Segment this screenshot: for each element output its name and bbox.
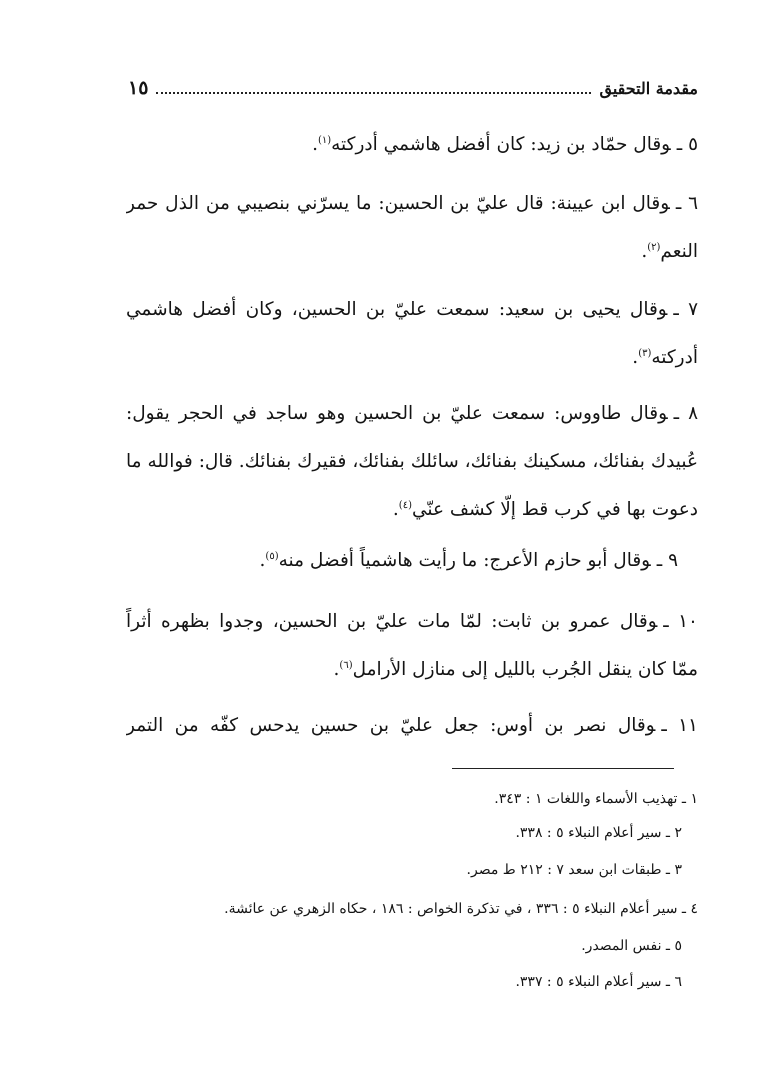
paragraph-end: . xyxy=(312,134,318,155)
paragraph-text: وقال طاووس: سمعت عليّ بن الحسين وهو ساجد في الحجر يقول: xyxy=(126,403,668,424)
footnote-6: ٦ ـ سير أعلام النبلاء ٥ : ٣٣٧. xyxy=(515,974,682,990)
paragraph-end: . xyxy=(641,241,648,262)
page-number: ١٥ xyxy=(128,77,149,99)
paragraph-9 xyxy=(126,537,678,585)
paragraph-line xyxy=(126,438,698,486)
paragraph-text: وقال عمرو بن ثابت: لمّا مات عليّ بن الحسين، وجدوا بظهره أثراً xyxy=(126,611,658,632)
footnote-ref: (٢) xyxy=(647,241,661,253)
paragraph-text: وقال ابن عيينة: قال عليّ بن الحسين: ما يسرّني بنصيبي من الذل حمر xyxy=(126,193,670,214)
footnote-ref: (١) xyxy=(317,134,332,146)
paragraph-7 xyxy=(126,286,698,382)
paragraph-line xyxy=(126,228,698,276)
paragraph-text: وقال حمّاد بن زيد: كان أفضل هاشمي أدركته xyxy=(331,134,671,155)
item-number: ٨ ـ xyxy=(673,403,698,424)
paragraph-end: . xyxy=(259,550,266,571)
paragraph-8 xyxy=(126,390,698,534)
paragraph-text: أدركته xyxy=(651,347,698,368)
paragraph-6 xyxy=(126,180,698,276)
item-number: ٦ ـ xyxy=(675,193,698,214)
paragraph-line xyxy=(126,334,698,382)
footnote-separator xyxy=(452,768,674,769)
item-number: ٧ ـ xyxy=(673,299,698,320)
paragraph-line xyxy=(126,646,698,694)
paragraph-text: عُبيدك بفنائك، مسكينك بفنائك، سائلك بفنائك، فقيرك بفنائك. قال: فوالله ما xyxy=(126,451,698,472)
paragraph-line xyxy=(126,121,698,169)
footnote-4: ٤ ـ سير أعلام النبلاء ٥ : ٣٣٦ ، في تذكرة الخواص : ١٨٦ ، حكاه الزهري عن عائشة. xyxy=(224,901,698,917)
paragraph-line xyxy=(126,180,698,228)
running-header xyxy=(128,72,698,104)
paragraph-line xyxy=(126,702,698,750)
paragraph-5 xyxy=(126,121,698,169)
paragraph-line xyxy=(126,598,698,646)
paragraph-end: . xyxy=(392,499,399,520)
paragraph-text: ممّا كان ينقل الجُرب بالليل إلى منازل الأرامل xyxy=(352,659,698,680)
paragraph-line xyxy=(126,486,698,534)
footnote-2: ٢ ـ سير أعلام النبلاء ٥ : ٣٣٨. xyxy=(515,825,682,841)
footnote-ref: (٣) xyxy=(638,347,652,359)
paragraph-text: النعم xyxy=(660,241,698,262)
header-dot-leader xyxy=(156,82,591,94)
item-number: ١١ ـ xyxy=(661,715,698,736)
paragraph-text: وقال أبو حازم الأعرج: ما رأيت هاشمياً أفضل منه xyxy=(278,550,651,571)
header-title: مقدمة التحقيق xyxy=(599,78,698,98)
paragraph-10 xyxy=(126,598,698,694)
item-number: ٥ ـ xyxy=(676,134,698,155)
footnote-3: ٣ ـ طبقات ابن سعد ٧ : ٢١٢ ط مصر. xyxy=(466,862,682,878)
footnote-5: ٥ ـ نفس المصدر. xyxy=(581,938,682,954)
paragraph-text: دعوت بها في كرب قط إلّا كشف عنّي xyxy=(411,499,698,520)
paragraph-text: وقال يحيى بن سعيد: سمعت عليّ بن الحسين، وكان أفضل هاشمي xyxy=(126,299,668,320)
footnote-ref: (٥) xyxy=(265,550,279,562)
paragraph-end: . xyxy=(333,659,340,680)
footnote-ref: (٦) xyxy=(339,659,353,671)
paragraph-line xyxy=(126,390,698,438)
paragraph-end: . xyxy=(632,347,639,368)
paragraph-11 xyxy=(126,702,698,750)
footnote-1: ١ ـ تهذيب الأسماء واللغات ١ : ٣٤٣. xyxy=(494,791,698,807)
paragraph-text: وقال نصر بن أوس: جعل عليّ بن حسين يدحس كفّه من التمر xyxy=(126,715,656,736)
paragraph-line xyxy=(126,537,678,585)
footnote-ref: (٤) xyxy=(398,499,412,511)
item-number: ٩ ـ xyxy=(656,550,678,571)
item-number: ١٠ ـ xyxy=(663,611,698,632)
paragraph-line xyxy=(126,286,698,334)
